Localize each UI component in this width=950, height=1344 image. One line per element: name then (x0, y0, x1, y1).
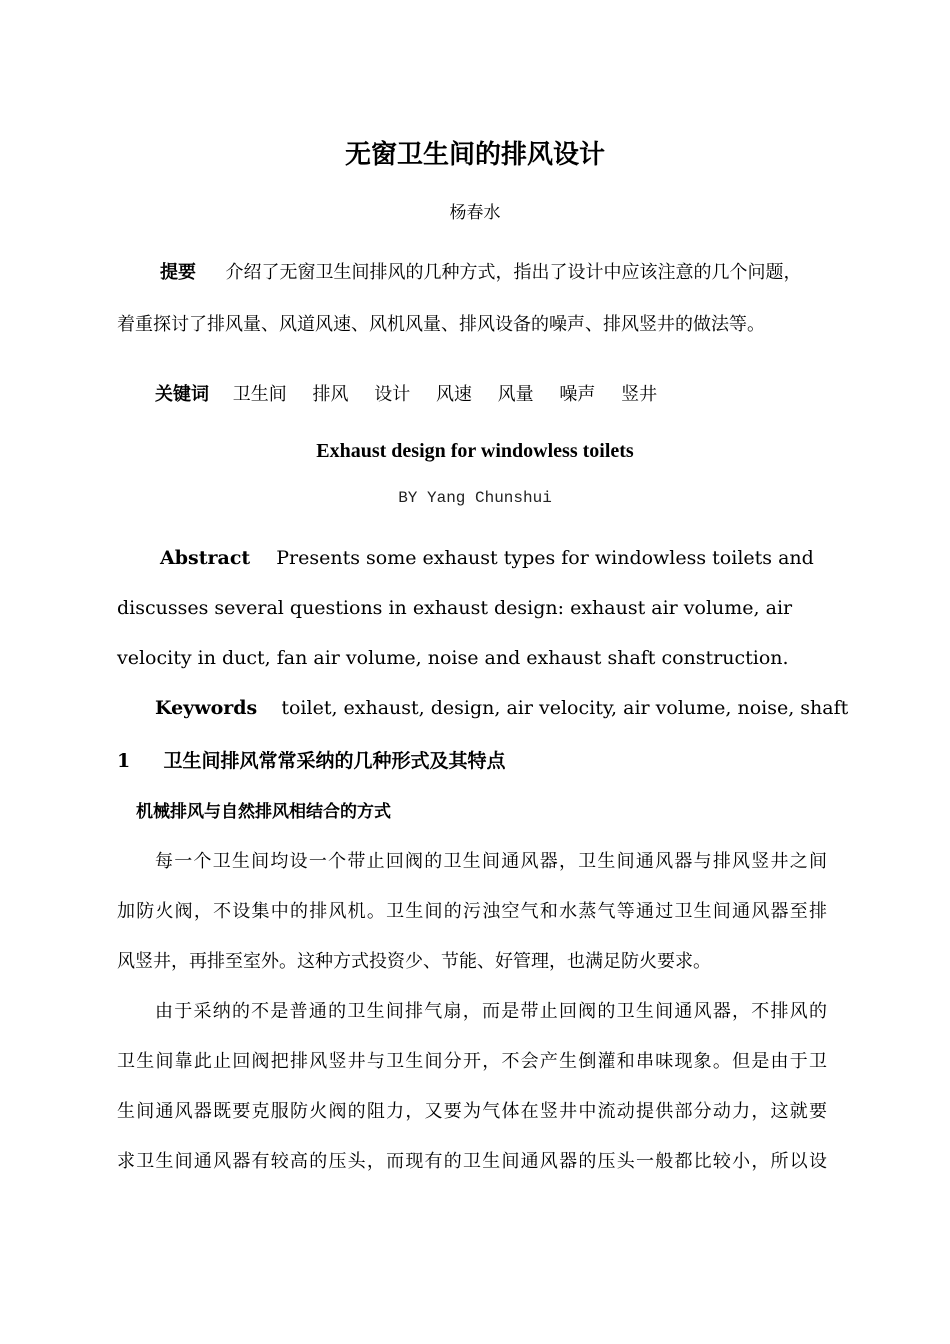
abstract-en-text1: Presents some exhaust types for windowless toilets and (276, 547, 814, 569)
keywords-en-label: Keywords (155, 697, 258, 719)
abstract-cn-text1: 介绍了无窗卫生间排风的几种方式，指出了设计中应该注意的几个问题， (225, 262, 802, 283)
abstract-cn-line2: 着重探讨了排风量、风道风速、风机风量、排风设备的噪声、排风竖井的做法等。 (117, 314, 765, 335)
keyword-cn: 设计 (374, 384, 411, 405)
paragraph-line: 风竖井，再排至室外。这种方式投资少、节能、好管理，也满足防火要求。 (117, 951, 711, 972)
keywords-cn (155, 380, 677, 406)
abstract-en-line1 (160, 547, 814, 569)
page-title: 无窗卫生间的排风设计 (344, 140, 605, 170)
abstract-en-line2: discusses several questions in exhaust design: exhaust air volume, air (117, 597, 793, 619)
abstract-cn-label: 提要 (160, 262, 196, 283)
keywords-en-text: toilet, exhaust, design, air velocity, air volume, noise, shaft (281, 697, 849, 719)
keyword-cn: 噪声 (559, 384, 596, 405)
paragraph-line: 求卫生间通风器有较高的压头，而现有的卫生间通风器的压头一般都比较小，所以设 (117, 1151, 827, 1172)
author-name: 杨春水 (449, 203, 501, 223)
keyword-cn: 排风 (312, 384, 349, 405)
keyword-cn: 竖井 (621, 384, 658, 405)
keyword-cn: 卫生间 (232, 384, 287, 405)
subsection-heading: 机械排风与自然排风相结合的方式 (136, 802, 391, 822)
section-number: 1 (117, 750, 131, 772)
keywords-en (155, 697, 848, 719)
keyword-cn: 风速 (435, 384, 472, 405)
section-title: 卫生间排风常常采纳的几种形式及其特点 (163, 750, 506, 772)
english-author: BY Yang Chunshui (398, 489, 552, 507)
abstract-en-label: Abstract (160, 547, 251, 569)
english-title: Exhaust design for windowless toilets (316, 440, 634, 462)
paragraph-line: 卫生间靠此止回阀把排风竖井与卫生间分开，不会产生倒灌和串味现象。但是由于卫 (117, 1051, 827, 1072)
paragraph-line: 由于采纳的不是普通的卫生间排气扇，而是带止回阀的卫生间通风器，不排风的 (155, 1001, 827, 1022)
abstract-cn-line1 (160, 258, 801, 284)
keywords-cn-label: 关键词 (155, 384, 209, 405)
paragraph-line: 加防火阀，不设集中的排风机。卫生间的污浊空气和水蒸气等通过卫生间通风器至排 (117, 901, 827, 922)
abstract-en-line3: velocity in duct, fan air volume, noise and exhaust shaft construction. (117, 647, 789, 669)
keyword-cn: 风量 (497, 384, 534, 405)
section-heading (117, 746, 506, 773)
paragraph-line: 生间通风器既要克服防火阀的阻力，又要为气体在竖井中流动提供部分动力，这就要 (117, 1101, 827, 1122)
paragraph-line: 每一个卫生间均设一个带止回阀的卫生间通风器，卫生间通风器与排风竖井之间 (155, 851, 827, 872)
